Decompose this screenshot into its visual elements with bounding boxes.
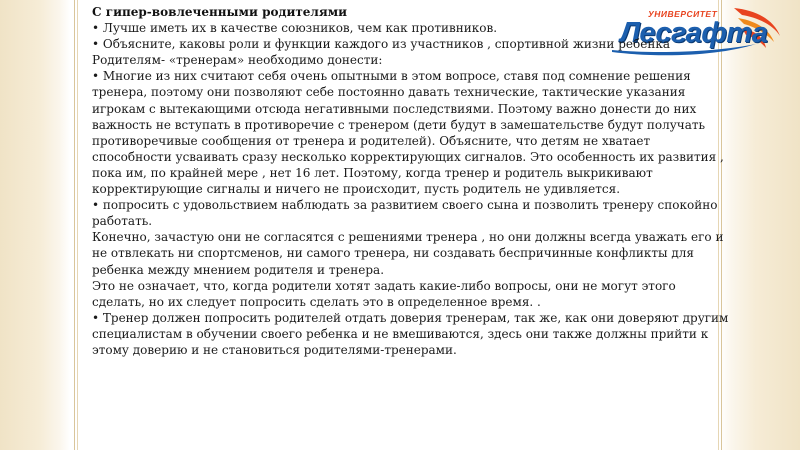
paragraph: • Объясните, каковы роли и функции каждого из участников , спортивной жизни ребенка	[92, 37, 671, 52]
slide-content	[92, 4, 732, 358]
logo-main-text: Лесгафта	[620, 17, 768, 49]
left-border-line	[74, 0, 75, 450]
paragraph: Родителям- «тренерам» необходимо донести:	[92, 53, 383, 68]
logo-top-text: УНИВЕРСИТЕТ	[648, 9, 718, 19]
left-border-decoration	[0, 0, 70, 450]
paragraph: • Многие из них считают себя очень опытными в этом вопросе, ставя под сомнение решения тренера, поэтому они позволяют себе постоянно давать технические, тактические указания игрокам с вытекающими отсюда негативными последствиями. Поэтому важно донести до них важность не вступать в противоречие с тренером (дети будут в замешательстве будут получать противоречивые сообщения от тренера и родителей). Объясните, что детям не хватает способности усваивать сразу несколько корректирующих сигналов. Это особенность их развития , пока им, по крайней мере , нет 16 лет. Поэтому, когда тренер и родитель выкрикивают корректирующие сигналы и ничего не происходит, пусть родитель не удивляется.	[92, 69, 724, 197]
paragraph: • Лучше иметь их в качестве союзников, чем как противников.	[92, 21, 498, 36]
left-border-line	[77, 0, 78, 450]
paragraph: • попросить с удовольствием наблюдать за развитием своего сына и позволить тренеру спокойно работать.	[92, 198, 718, 229]
slide-heading: С гипер-вовлеченными родителями	[92, 5, 348, 19]
paragraph: Конечно, зачастую они не согласятся с решениями тренера , но они должны всегда уважать его и не отвлекать ни спортсменов, ни самого тренера, ни создавать беспричинные конфликты для ребенка между мнением родителя и тренера.	[92, 230, 724, 277]
paragraph: • Тренер должен попросить родителей отдать доверия тренерам, так же, как они доверяют другим специалистам в обучении своего ребенка и не вмешиваются, здесь они также должны прийти к этому доверию и не становиться родителями-тренерами.	[92, 310, 729, 357]
paragraph: Это не означает, что, когда родители хотят задать какие-либо вопросы, они не могут этого сделать, но их следует попросить сделать это в определенное время. .	[92, 278, 676, 309]
right-border-decoration	[720, 0, 800, 450]
